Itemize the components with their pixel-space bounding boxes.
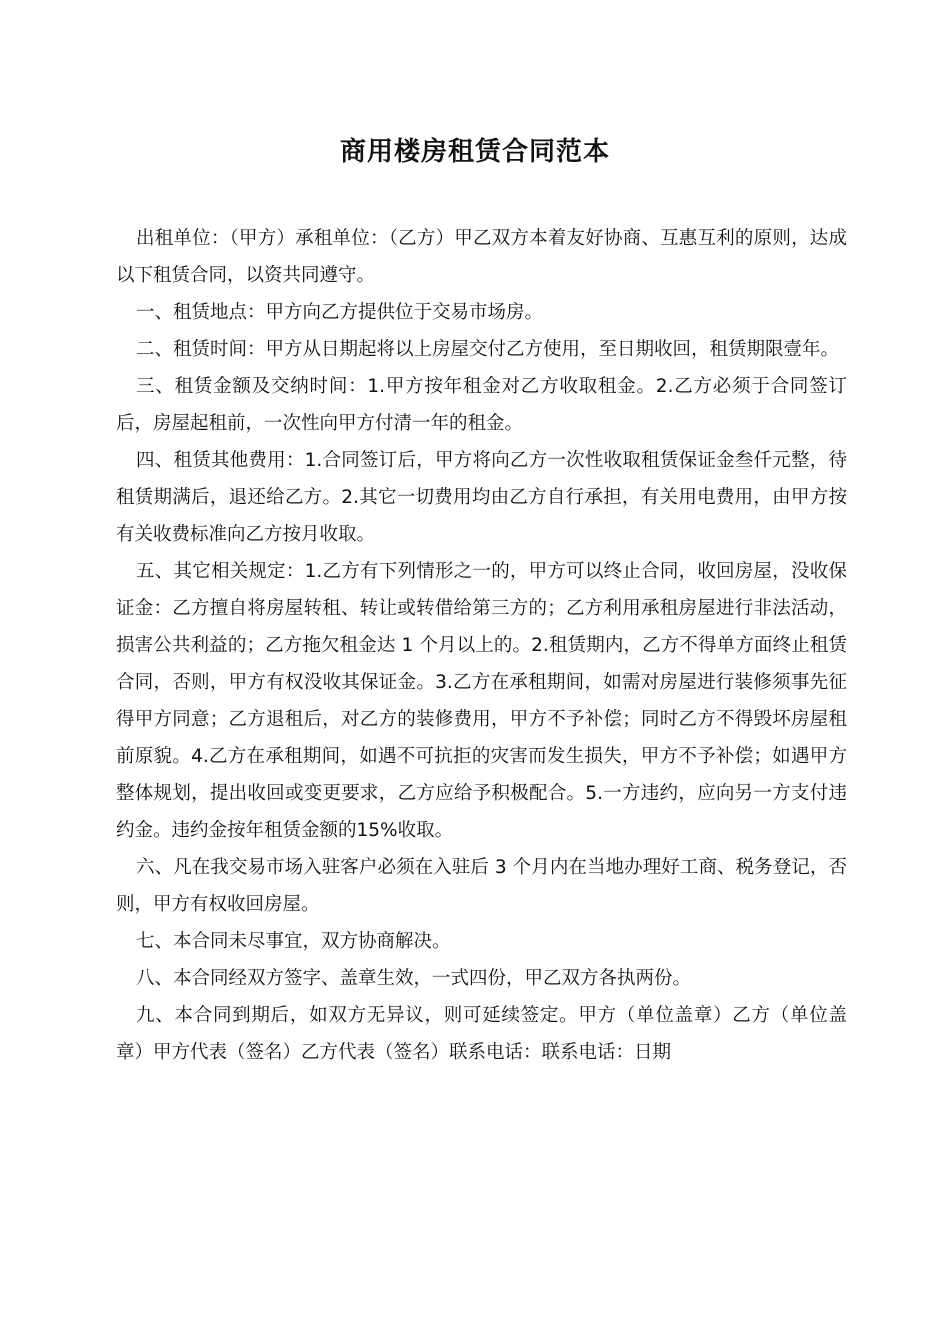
paragraph-clause-3: 三、租赁金额及交纳时间：1.甲方按年租金对乙方收取租金。2.乙方必须于合同签订后，房屋起租前，一次性向甲方付清一年的租金。 (116, 376, 847, 434)
paragraph-clause-1: 一、租赁地点：甲方向乙方提供位于交易市场房。 (136, 302, 544, 323)
paragraph-clause-7: 七、本合同未尽事宜，双方协商解决。 (136, 931, 451, 952)
paragraph-clause-8: 八、本合同经双方签字、盖章生效，一式四份，甲乙双方各执两份。 (136, 968, 692, 989)
paragraph-clause-6: 六、凡在我交易市场入驻客户必须在入驻后 3 个月内在当地办理好工商、税务登记，否则，甲方有权收回房屋。 (116, 857, 847, 915)
document-title: 商用楼房租赁合同范本 (339, 137, 610, 167)
paragraph-clause-9: 九、本合同到期后，如双方无异议，则可延续签定。甲方（单位盖章）乙方（单位盖章）甲方代表（签名）乙方代表（签名）联系电话：联系电话：日期 (116, 1005, 847, 1063)
paragraph-clause-4: 四、租赁其他费用：1.合同签订后，甲方将向乙方一次性收取租赁保证金叁仟元整，待租赁期满后，退还给乙方。2.其它一切费用均由乙方自行承担，有关用电费用，由甲方按有关收费标准向乙方按月收取。 (116, 450, 847, 545)
contract-body (116, 220, 847, 1071)
paragraph-intro: 出租单位：（甲方）承租单位：（乙方）甲乙双方本着友好协商、互惠互利的原则，达成以下租赁合同，以资共同遵守。 (116, 228, 847, 286)
paragraph-clause-5: 五、其它相关规定：1.乙方有下列情形之一的，甲方可以终止合同，收回房屋，没收保证金：乙方擅自将房屋转租、转让或转借给第三方的；乙方利用承租房屋进行非法活动，损害公共利益的；乙方拖欠租金达 1 个月以上的。2.租赁期内，乙方不得单方面终止租赁合同，否则，甲方有权没收其保证金。3.乙方在承租期间，如需对房屋进行装修须事先征得甲方同意；乙方退租后，对乙方的装修费用，甲方不予补偿；同时乙方不得毁坏房屋租前原貌。4.乙方在承租期间，如遇不可抗拒的灾害而发生损失，甲方不予补偿；如遇甲方整体规划，提出收回或变更要求，乙方应给予积极配合。5.一方违约，应向另一方支付违约金。违约金按年租赁金额的15%收取。 (116, 561, 847, 841)
paragraph-clause-2: 二、租赁时间：甲方从日期起将以上房屋交付乙方使用，至日期收回，租赁期限壹年。 (136, 339, 840, 360)
